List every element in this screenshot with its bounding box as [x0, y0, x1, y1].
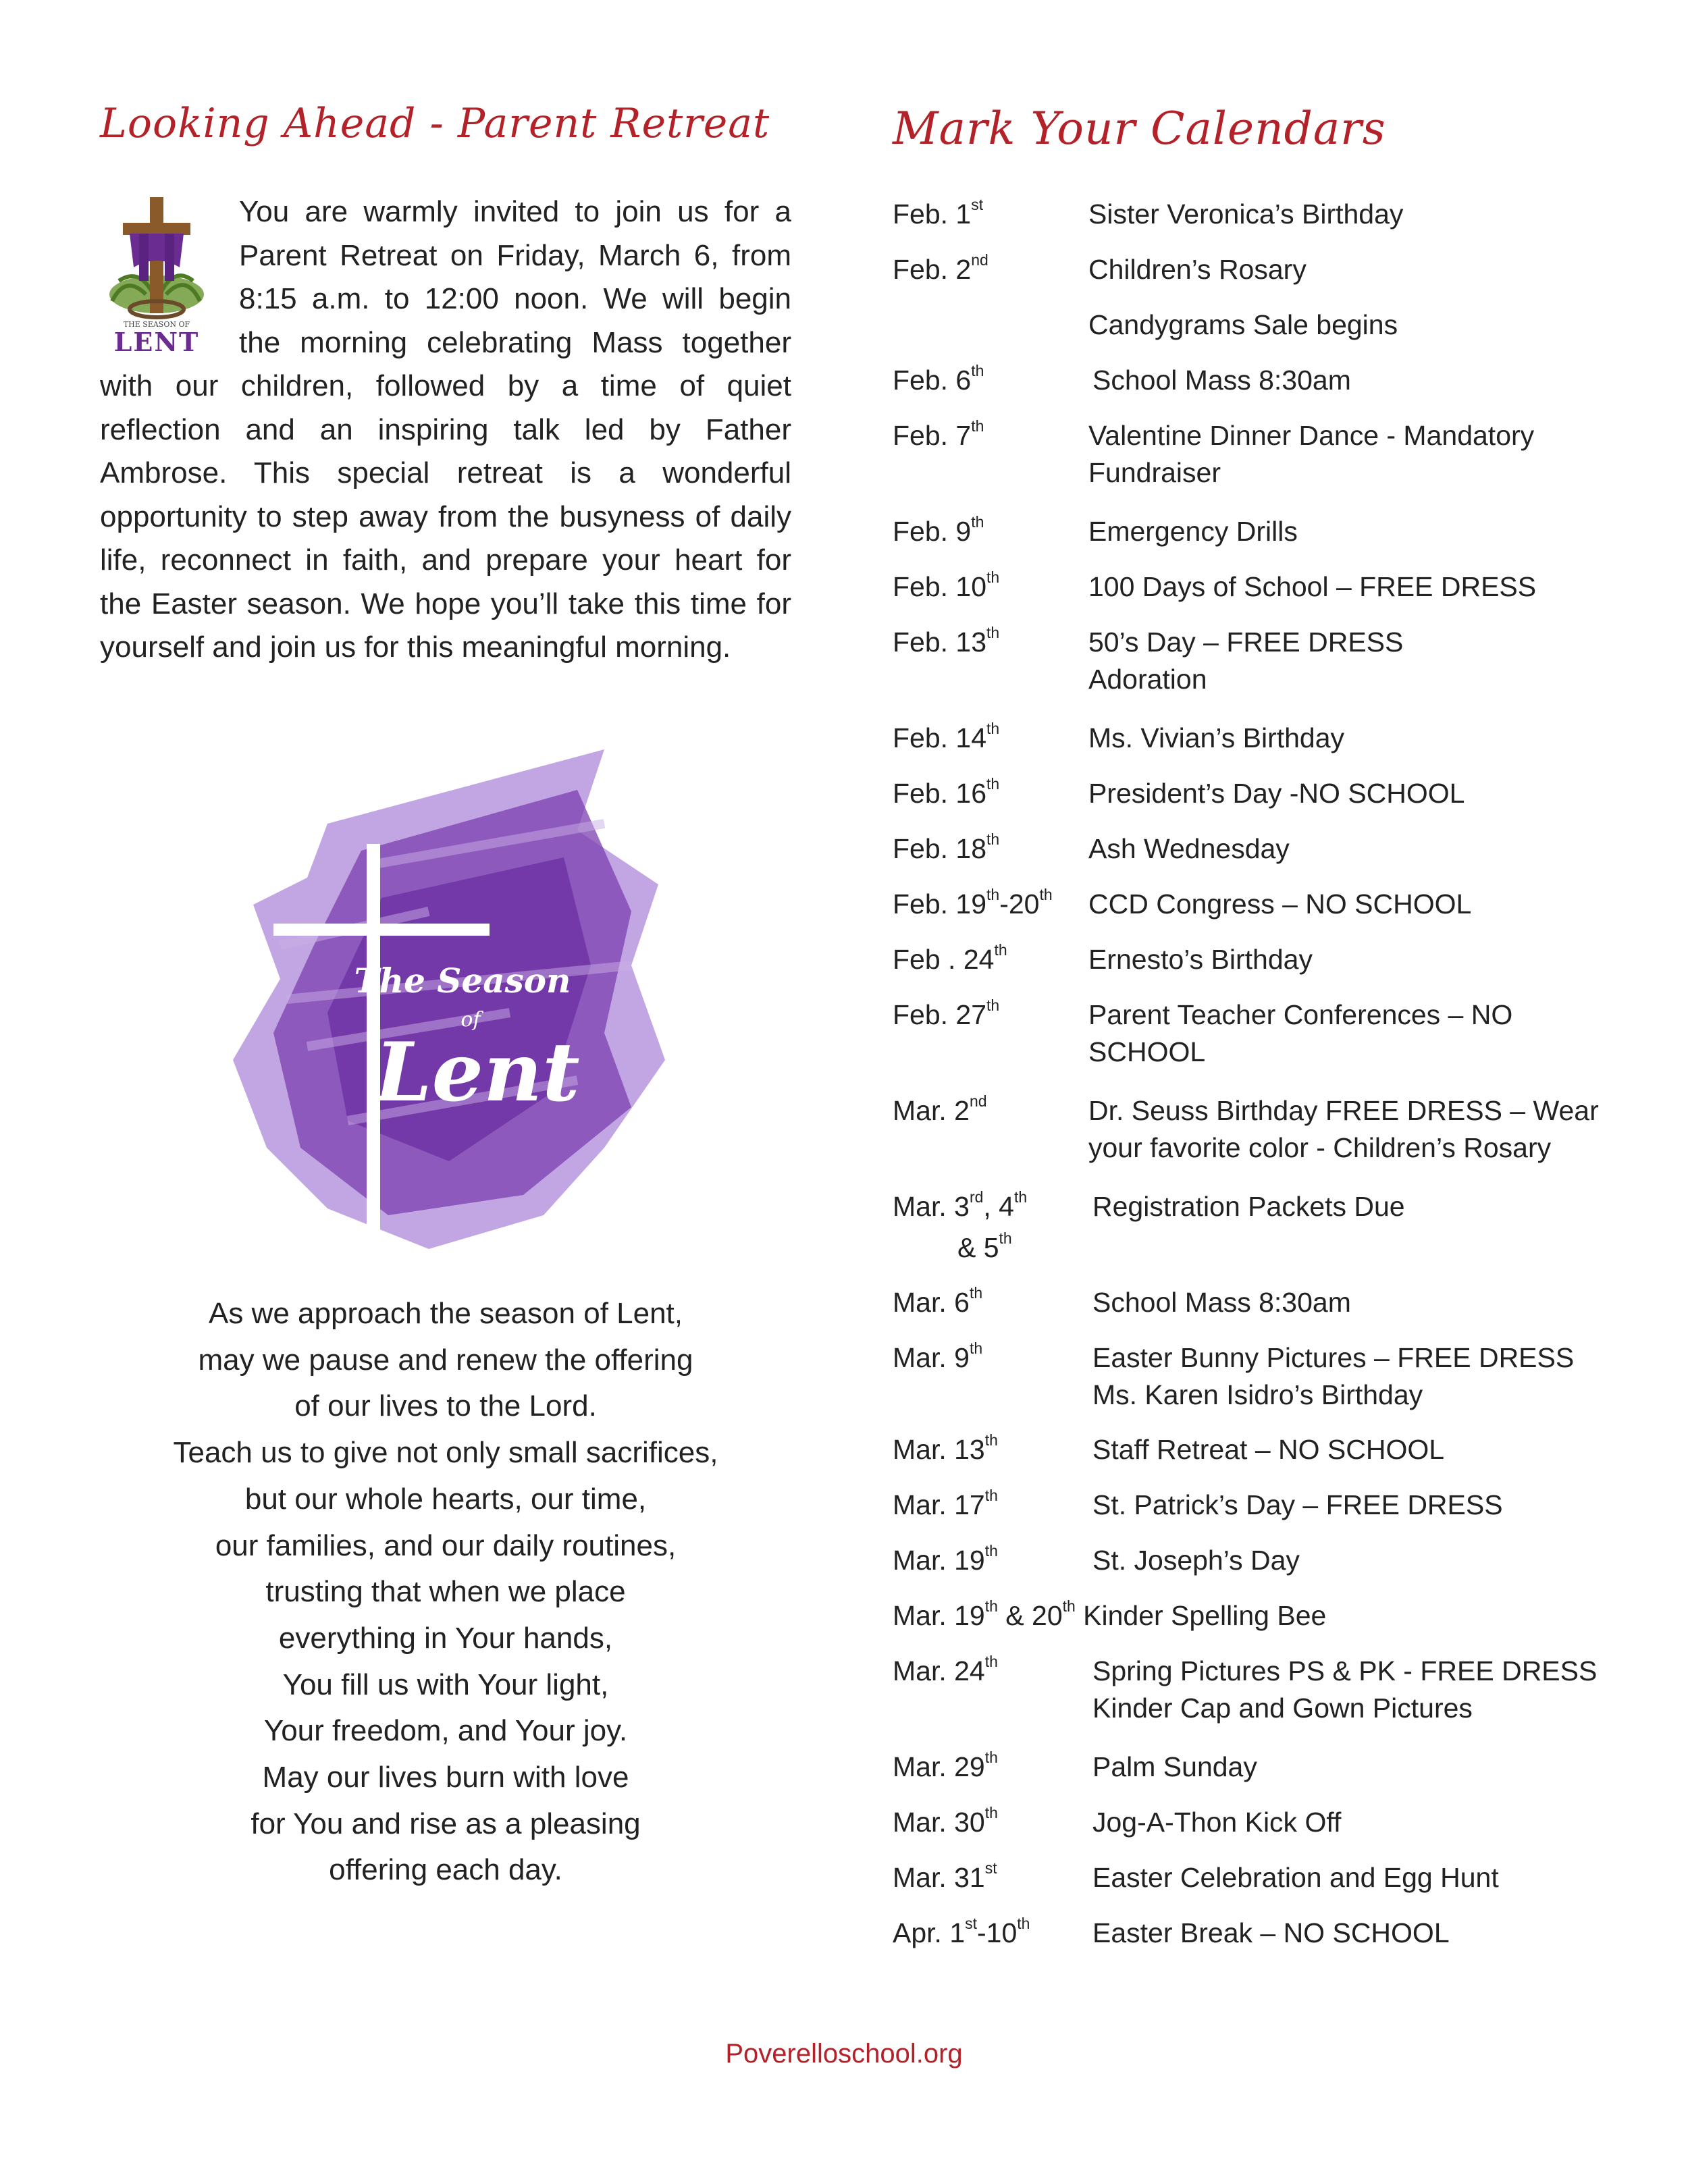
calendar-event	[1092, 362, 1351, 399]
lent-prayer	[108, 1291, 783, 1894]
calendar-event-line: Ash Wednesday	[1088, 833, 1290, 864]
prayer-line: everything in Your hands,	[278, 1621, 613, 1655]
date-suffix: th	[986, 624, 1000, 642]
date-text: Mar. 9	[893, 1342, 970, 1373]
calendar-event-line: Adoration	[1088, 664, 1207, 695]
calendar-event-line: Ms. Karen Isidro’s Birthday	[1092, 1379, 1423, 1410]
calendar-date	[893, 1487, 998, 1528]
calendar-date	[893, 1804, 998, 1845]
date-text: Mar. 19	[893, 1545, 985, 1576]
date-text: Mar. 3	[893, 1191, 970, 1222]
calendar-event	[1088, 720, 1344, 757]
calendar-date	[893, 1749, 998, 1790]
date-text: Feb. 1	[893, 198, 972, 230]
date-suffix: th	[971, 362, 984, 380]
calendar-date	[893, 513, 984, 554]
calendar-date	[893, 720, 999, 761]
date-text: Feb. 27	[893, 999, 987, 1030]
date-suffix: th	[971, 417, 984, 435]
calendar-event	[1088, 568, 1536, 606]
date-suffix: th	[986, 830, 1000, 849]
logo-big-text: LENT	[113, 327, 200, 357]
calendar-date	[893, 1431, 998, 1472]
date-text: Feb. 13	[893, 627, 987, 658]
calendar-event	[1088, 996, 1512, 1071]
date-suffix: th	[984, 1653, 998, 1671]
season-of-lent-artwork	[226, 743, 672, 1256]
date-suffix: th	[986, 775, 1000, 793]
date-text: Mar. 24	[893, 1655, 985, 1686]
calendar-date	[893, 1188, 1027, 1271]
date-text: Feb. 6	[893, 365, 972, 396]
date-text: Mar. 13	[893, 1434, 985, 1465]
date-text: Mar. 30	[893, 1807, 985, 1838]
date-text: Mar. 31	[893, 1862, 985, 1893]
date-text: Feb. 18	[893, 833, 987, 864]
calendar-event-line: Valentine Dinner Dance - Mandatory	[1088, 420, 1535, 451]
calendar-event	[1092, 1188, 1405, 1225]
date-suffix: th	[1039, 886, 1053, 904]
calendar-date	[893, 362, 984, 403]
date-text: Apr. 1	[893, 1917, 966, 1948]
calendar-event	[1088, 1092, 1599, 1167]
date-text: Feb. 2	[893, 254, 972, 285]
date-suffix: nd	[969, 1092, 987, 1111]
calendar-event-line: Staff Retreat – NO SCHOOL	[1092, 1434, 1445, 1465]
calendar-event-line: Kinder Cap and Gown Pictures	[1092, 1693, 1473, 1724]
date-text: Feb. 9	[893, 516, 972, 547]
calendar-event-line: Emergency Drills	[1088, 516, 1298, 547]
calendar-date	[893, 624, 999, 665]
prayer-line: Your freedom, and Your joy.	[263, 1714, 628, 1748]
calendar-event	[1088, 196, 1403, 233]
calendar-event-line: Easter Break – NO SCHOOL	[1092, 1917, 1450, 1948]
calendar-date	[893, 1653, 998, 1694]
calendar-event	[1088, 624, 1403, 698]
art-title-line1: The Season	[354, 961, 571, 1001]
retreat-intro	[100, 190, 791, 670]
calendar-event-line: Easter Bunny Pictures – FREE DRESS	[1092, 1342, 1575, 1373]
calendar-event-line: Ms. Vivian’s Birthday	[1088, 722, 1345, 753]
calendar-date	[893, 1092, 986, 1134]
date-text: Feb. 10	[893, 571, 987, 602]
calendar-event-line: Fundraiser	[1088, 457, 1221, 488]
calendar-event	[1092, 1804, 1341, 1841]
prayer-line: As we approach the season of Lent,	[208, 1297, 683, 1330]
calendar-event-line: Children’s Rosary	[1088, 254, 1307, 285]
date-text: Mar. 6	[893, 1287, 970, 1318]
date-text: , 4	[983, 1191, 1014, 1222]
calendar-event-line: Sister Veronica’s Birthday	[1088, 198, 1404, 230]
date-text: Feb. 16	[893, 778, 987, 809]
calendar-event-line: SCHOOL	[1088, 1036, 1206, 1067]
date-text: Feb. 7	[893, 420, 972, 451]
date-text: Mar. 29	[893, 1751, 985, 1782]
prayer-line: for You and rise as a pleasing	[250, 1807, 641, 1840]
calendar-date	[893, 996, 999, 1038]
date-suffix: st	[965, 1915, 977, 1933]
prayer-line: Teach us to give not only small sacrifices,	[173, 1436, 718, 1470]
date-text: Feb. 14	[893, 722, 987, 753]
date-suffix: rd	[969, 1188, 984, 1206]
calendar-event	[1092, 1431, 1444, 1468]
date-text: Mar. 19	[893, 1600, 985, 1631]
date-suffix: nd	[971, 251, 988, 269]
date-suffix: th	[971, 513, 984, 531]
calendar-event-line: Palm Sunday	[1092, 1751, 1257, 1782]
date-text: Kinder Spelling Bee	[1075, 1600, 1327, 1631]
calendar-event-line: CCD Congress – NO SCHOOL	[1088, 888, 1472, 920]
prayer-line: our families, and our daily routines,	[215, 1528, 677, 1562]
prayer-line: of our lives to the Lord.	[294, 1389, 597, 1423]
date-suffix: th	[986, 886, 1000, 904]
art-title-line3: Lent	[375, 1025, 580, 1120]
art-title-line2: of	[460, 1008, 481, 1032]
date-suffix: th	[994, 941, 1007, 959]
date-suffix: st	[984, 1859, 997, 1877]
calendar-event	[1092, 1859, 1499, 1896]
calendar-event-line: Easter Celebration and Egg Hunt	[1092, 1862, 1499, 1893]
date-suffix: th	[999, 1229, 1012, 1248]
date-text: -10	[976, 1917, 1018, 1948]
date-suffix: th	[969, 1339, 983, 1358]
date-suffix: th	[986, 996, 1000, 1015]
calendar-event-line: St. Joseph’s Day	[1092, 1545, 1300, 1576]
date-suffix: th	[984, 1804, 998, 1822]
date-text: & 5	[957, 1232, 999, 1263]
calendar-event	[1088, 941, 1313, 978]
calendar-event	[1088, 775, 1465, 812]
calendar-event	[1092, 1339, 1574, 1414]
calendar-date	[893, 417, 984, 458]
calendar-date	[893, 1339, 982, 1381]
calendar-event-line: Jog-A-Thon Kick Off	[1092, 1807, 1342, 1838]
calendar-event	[1092, 1284, 1351, 1321]
date-text: & 20	[997, 1600, 1063, 1631]
calendar-date	[893, 251, 988, 292]
calendar-date	[893, 775, 999, 816]
calendar-date	[893, 568, 999, 610]
date-suffix: th	[984, 1431, 998, 1449]
calendar-event-line: President’s Day -NO SCHOOL	[1088, 778, 1465, 809]
date-text: -20	[999, 888, 1040, 920]
prayer-line: trusting that when we place	[265, 1575, 626, 1609]
calendar-date	[893, 1284, 982, 1325]
date-suffix: th	[984, 1487, 998, 1505]
date-suffix: th	[984, 1542, 998, 1560]
calendar-event-line: School Mass 8:30am	[1092, 1287, 1351, 1318]
calendar-heading: Mark Your Calendars	[893, 103, 1386, 155]
calendar-event	[1088, 417, 1534, 491]
calendar-event-line: St. Patrick’s Day – FREE DRESS	[1092, 1489, 1503, 1520]
calendar-event-line: Ernesto’s Birthday	[1088, 944, 1313, 975]
date-suffix: th	[1017, 1915, 1030, 1933]
calendar-event-line: Registration Packets Due	[1092, 1191, 1405, 1222]
calendar-event-line: Parent Teacher Conferences – NO	[1088, 999, 1513, 1030]
calendar-event-line: Spring Pictures PS & PK - FREE DRESS	[1092, 1655, 1598, 1686]
date-suffix: th	[1013, 1188, 1028, 1206]
date-suffix: st	[971, 196, 984, 214]
calendar-date	[893, 830, 999, 872]
date-text: Mar. 17	[893, 1489, 985, 1520]
date-suffix: th	[986, 720, 1000, 738]
prayer-line: offering each day.	[329, 1853, 562, 1887]
footer-website[interactable]: Poverelloschool.org	[725, 2039, 963, 2069]
prayer-line: You fill us with Your light,	[282, 1668, 609, 1701]
calendar-event-line: School Mass 8:30am	[1092, 365, 1351, 396]
calendar-date	[893, 1859, 997, 1900]
calendar-event	[1092, 1915, 1450, 1952]
calendar-event-line: Dr. Seuss Birthday FREE DRESS – Wear	[1088, 1095, 1599, 1126]
calendar-date	[893, 1597, 1326, 1639]
calendar-event	[1092, 1487, 1503, 1524]
calendar-date	[893, 1542, 998, 1583]
prayer-line: may we pause and renew the offering	[198, 1343, 693, 1377]
calendar-event	[1092, 1653, 1597, 1727]
date-suffix: th	[969, 1284, 983, 1302]
calendar-date-continued	[893, 1229, 1027, 1271]
date-suffix: th	[984, 1597, 998, 1616]
calendar-event	[1088, 886, 1471, 923]
calendar-event-line: 50’s Day – FREE DRESS	[1088, 627, 1404, 658]
calendar-event-line: your favorite color - Children’s Rosary	[1088, 1132, 1552, 1163]
calendar-date	[893, 196, 983, 237]
calendar-event-line: Candygrams Sale begins	[1088, 309, 1398, 340]
logo-small-text: THE SEASON OF	[123, 320, 190, 329]
date-text: Feb. 19	[893, 888, 987, 920]
calendar-event-line: 100 Days of School – FREE DRESS	[1088, 571, 1537, 602]
calendar-event	[1092, 1542, 1300, 1579]
date-suffix: th	[986, 568, 1000, 587]
date-suffix: th	[1062, 1597, 1076, 1616]
calendar-event	[1088, 307, 1398, 344]
calendar-date	[893, 1915, 1030, 1956]
prayer-line: May our lives burn with love	[262, 1761, 629, 1794]
parent-retreat-heading: Looking Ahead - Parent Retreat	[100, 100, 770, 147]
calendar-event	[1088, 513, 1298, 550]
retreat-intro-text: You are warmly invited to join us for a Parent Retreat on Friday, March 6, from 8:15 a.m. to 12:00 noon. We will begin the morning celebrating Mass together with our children, followed by a time of quiet reflection and an inspiring talk led by Father Ambrose. This special retreat is a wonderful opportunity to step away from the busyness of daily life, reconnect in faith, and prepare your heart for the Easter season. We hope you’ll take this time for yourself and join us for this meaningful morning.	[100, 195, 791, 664]
calendar-date	[893, 941, 1007, 982]
prayer-line: but our whole hearts, our time,	[244, 1482, 647, 1516]
calendar-date	[893, 886, 1053, 927]
date-text: Feb . 24	[893, 944, 995, 975]
calendar-event	[1088, 830, 1290, 868]
date-text: Mar. 2	[893, 1095, 970, 1126]
calendar-event	[1088, 251, 1307, 288]
calendar-event	[1092, 1749, 1257, 1786]
date-suffix: th	[984, 1749, 998, 1767]
